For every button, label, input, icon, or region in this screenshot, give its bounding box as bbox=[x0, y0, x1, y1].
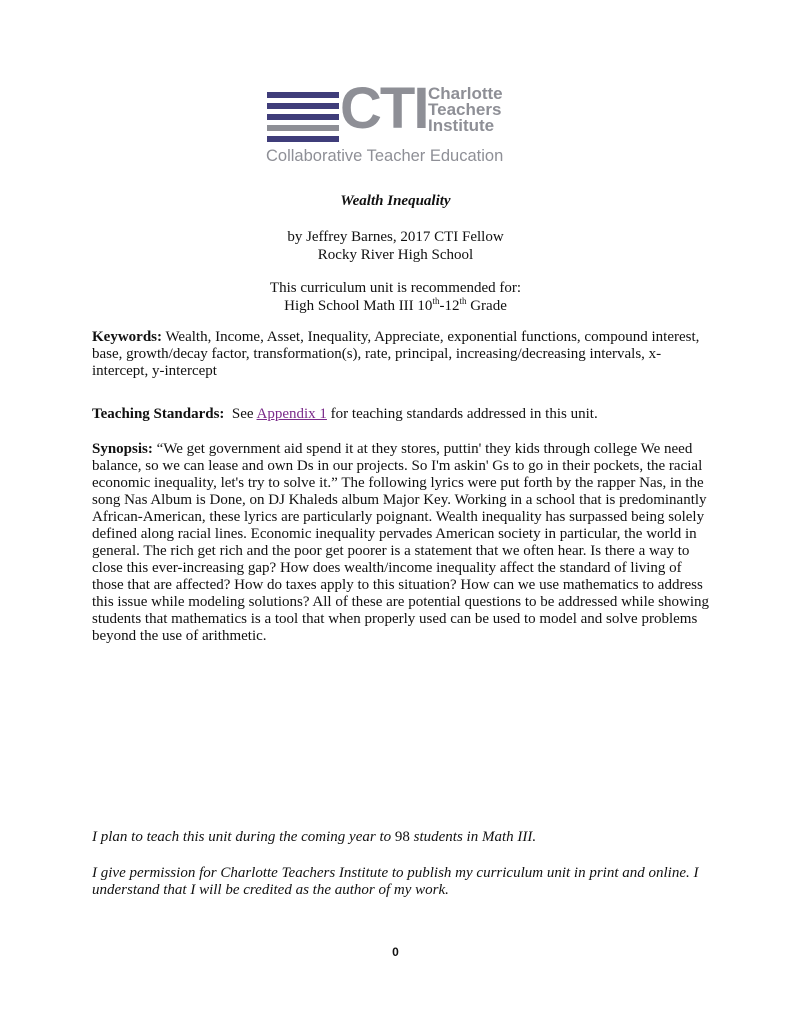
author-byline: by Jeffrey Barnes, 2017 CTI Fellow bbox=[287, 229, 504, 245]
standards-paragraph: Teaching Standards: See Appendix 1 for teaching standards addressed in this unit. bbox=[92, 406, 598, 422]
synopsis-text: “We get government aid spend it at they stores, puttin' they kids through college We need balance, so we can lease and own Ds in our projects. So I'm askin' Gs to go in their pockets, the racial economic inequality, let's try to solve it.” The following lyrics were put forth by the rapper Nas, in the song Nas Album is Done, on DJ Khaleds album Major Key. Working in a school that is predominantly African-American, these lyrics are particularly poignant. Wealth inequality has surpassed being solely defined along racial lines. Economic inequality pervades American society in particular, the world in general. The rich get rich and the poor get poorer is a statement that we often hear. Is there a way to close this ever-increasing gap? How does wealth/income inequality affect the standard of living of those that are affected? How do taxes apply to this situation? How can we use mathematics to address this issue while modeling solutions? All of these are potential questions to be addressed while showing students that mathematics is a tool that when properly used can be used to model and solve problems beyond the use of arithmetic. bbox=[92, 441, 709, 644]
synopsis-paragraph bbox=[92, 441, 712, 645]
appendix-link[interactable]: Appendix 1 bbox=[256, 406, 327, 422]
teaching-plan: I plan to teach this unit during the coming year to 98 students in Math III. bbox=[92, 829, 537, 845]
cti-logo bbox=[262, 76, 532, 166]
logo-mark: CTI bbox=[340, 76, 428, 141]
course-line: High School Math III 10th-12th Grade bbox=[284, 296, 507, 314]
author-school: Rocky River High School bbox=[317, 247, 474, 263]
publish-permission: I give permission for Charlotte Teachers Institute to publish my curriculum unit in print and online. I understand that I will be credited as the author of my work. bbox=[92, 865, 699, 898]
unit-title: Wealth Inequality bbox=[340, 193, 451, 209]
page-number: 0 bbox=[392, 945, 399, 959]
student-count: 98 bbox=[394, 829, 410, 845]
synopsis-label: Synopsis: bbox=[92, 441, 153, 457]
standards-label: Teaching Standards: bbox=[92, 406, 225, 422]
logo-tagline: Collaborative Teacher Education bbox=[266, 147, 504, 165]
keywords-label: Keywords: bbox=[92, 329, 162, 345]
logo-org-name: Charlotte Teachers Institute bbox=[428, 84, 503, 135]
keywords-text: Wealth, Income, Asset, Inequality, Appreciate, exponential functions, compound interest, base, growth/decay factor, transformation(s), rate, principal, increasing/decreasing intervals, x-intercept, y-intercept bbox=[92, 329, 700, 379]
keywords-paragraph bbox=[92, 329, 712, 380]
recommendation-line: This curriculum unit is recommended for: bbox=[269, 280, 522, 296]
